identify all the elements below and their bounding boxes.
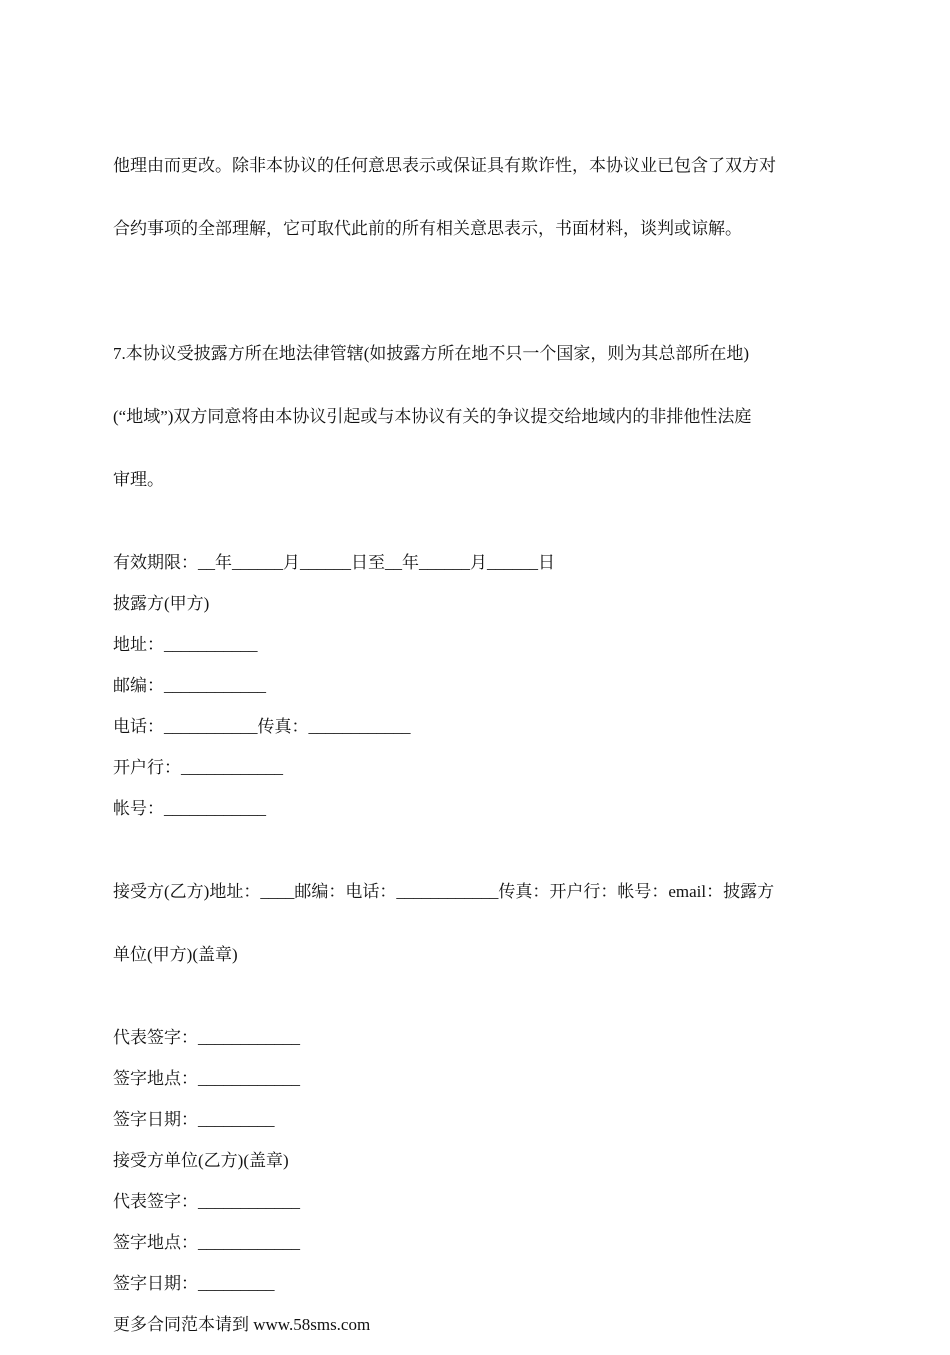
validity-period: 有效期限：__年______月______日至__年______月______日 [113, 553, 555, 572]
address-field: 地址：___________ [113, 635, 258, 654]
signing-date-field: 签字日期：_________ [113, 1110, 275, 1129]
receiving-party-details [113, 839, 843, 1007]
text-line: 他理由而更改。除非本协议的任何意思表示或保证具有欺诈性，本协议业已包含了双方对 [113, 156, 776, 175]
text-line: 接受方(乙方)地址：____邮编：电话：____________传真：开户行：帐号：email：披露方 [113, 882, 775, 901]
text-line: 单位(甲方)(盖章) [113, 945, 238, 964]
paragraph-agreement-scope [113, 113, 843, 281]
text-line: (“地域”)双方同意将由本协议引起或与本协议有关的争议提交给地域内的非排他性法庭 [113, 407, 752, 426]
phone-fax-field: 电话：___________传真：____________ [113, 717, 411, 736]
disclosing-party-heading: 披露方(甲方) [113, 594, 210, 613]
text-line: 合约事项的全部理解，它可取代此前的所有相关意思表示，书面材料，谈判或谅解。 [113, 219, 742, 238]
bank-field: 开户行：____________ [113, 758, 283, 777]
account-field: 帐号：____________ [113, 799, 266, 818]
text-line: 7.本协议受披露方所在地法律管辖(如披露方所在地不只一个国家，则为其总部所在地) [113, 344, 750, 363]
signing-date-field: 签字日期：_________ [113, 1274, 275, 1293]
paragraph-governing-law [113, 301, 843, 532]
document-page [113, 113, 843, 1355]
footer-more-templates: 更多合同范本请到 www.58sms.com [113, 1315, 371, 1334]
representative-signature-field: 代表签字：____________ [113, 1028, 300, 1047]
postcode-field: 邮编：____________ [113, 676, 266, 695]
signing-place-field: 签字地点：____________ [113, 1233, 300, 1252]
representative-signature-field: 代表签字：____________ [113, 1192, 300, 1211]
signing-place-field: 签字地点：____________ [113, 1069, 300, 1088]
text-line: 审理。 [113, 470, 164, 489]
receiving-party-heading: 接受方单位(乙方)(盖章) [113, 1151, 289, 1170]
